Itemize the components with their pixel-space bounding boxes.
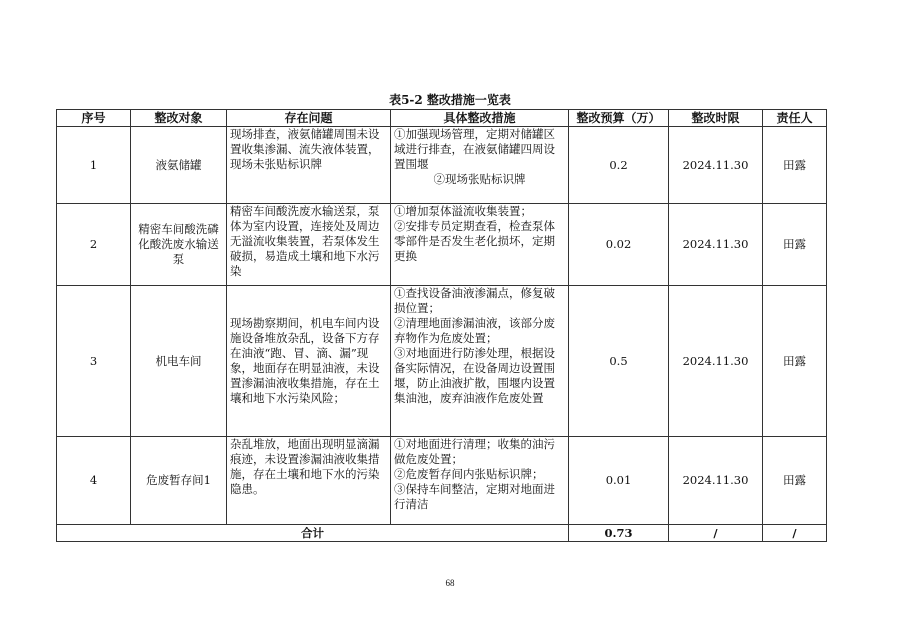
total-person: /	[763, 525, 827, 542]
header-budget: 整改预算（万）	[569, 110, 669, 127]
measure-item: ③对地面进行防渗处理，根据设备实际情况，在设备周边设置围堰，防止油液扩散，围堰内设置集油池，废弃油液作危废处置	[394, 346, 555, 405]
row-deadline: 2024.11.30	[669, 204, 763, 286]
page-number: 68	[445, 578, 455, 588]
header-deadline: 整改时限	[669, 110, 763, 127]
row-no: 1	[57, 127, 131, 204]
measure-item: ②现场张贴标识牌	[433, 172, 526, 186]
row-person: 田露	[763, 437, 827, 525]
table-row	[57, 286, 827, 437]
row-person: 田露	[763, 127, 827, 204]
total-label: 合计	[57, 525, 569, 542]
table-row	[57, 127, 827, 204]
row-person: 田露	[763, 204, 827, 286]
table-row	[57, 204, 827, 286]
table-row	[57, 437, 827, 525]
header-no: 序号	[57, 110, 131, 127]
measure-item: ②安排专员定期查看，检查泵体零部件是否发生老化损坏，定期更换	[394, 219, 555, 263]
row-measures	[391, 286, 569, 437]
header-row	[57, 110, 827, 127]
row-deadline: 2024.11.30	[669, 437, 763, 525]
row-problem: 杂乱堆放，地面出现明显滴漏痕迹，未设置渗漏油液收集措施，存在土壤和地下水的污染隐患。	[227, 437, 391, 525]
row-problem: 现场勘察期间，机电车间内设施设备堆放杂乱，设备下方存在油液“跑、冒、滴、漏”现象，地面存在明显油液，未设置渗漏油液收集措施，存在土壤和地下水污染风险；	[227, 286, 391, 437]
row-problem: 精密车间酸洗废水输送泵，泵体为室内设置，连接处及周边无溢流收集装置，若泵体发生破损，易造成土壤和地下水污染	[227, 204, 391, 286]
row-no: 3	[57, 286, 131, 437]
measures-table	[56, 109, 827, 542]
row-budget: 0.5	[569, 286, 669, 437]
header-target: 整改对象	[131, 110, 227, 127]
row-problem: 现场排查，液氨储罐周围未设置收集渗漏、流失液体装置，现场未张贴标识牌	[227, 127, 391, 204]
header-problem: 存在问题	[227, 110, 391, 127]
measure-item: ③保持车间整洁，定期对地面进行清洁	[394, 482, 555, 511]
measure-item: ①对地面进行清理；收集的油污做危废处置；	[394, 437, 555, 466]
measure-item: ②危废暂存间内张贴标识牌；	[394, 467, 544, 481]
table-caption: 表5-2 整改措施一览表	[389, 93, 511, 107]
row-no: 2	[57, 204, 131, 286]
total-budget: 0.73	[569, 525, 669, 542]
header-measures: 具体整改措施	[391, 110, 569, 127]
total-row	[57, 525, 827, 542]
row-measures	[391, 127, 569, 204]
row-budget: 0.2	[569, 127, 669, 204]
row-measures	[391, 204, 569, 286]
row-target: 危废暂存间1	[131, 437, 227, 525]
measure-item: ①查找设备油液渗漏点，修复破损位置；	[394, 286, 555, 315]
measure-item: ②清理地面渗漏油液，该部分废弃物作为危废处置；	[394, 316, 555, 345]
total-deadline: /	[669, 525, 763, 542]
row-deadline: 2024.11.30	[669, 286, 763, 437]
row-budget: 0.01	[569, 437, 669, 525]
row-target: 精密车间酸洗磷化酸洗废水输送泵	[131, 204, 227, 286]
header-person: 责任人	[763, 110, 827, 127]
row-no: 4	[57, 437, 131, 525]
row-person: 田露	[763, 286, 827, 437]
measure-item: ①增加泵体溢流收集装置；	[394, 204, 532, 218]
row-target: 机电车间	[131, 286, 227, 437]
row-measures	[391, 437, 569, 525]
measure-item: ①加强现场管理，定期对储罐区域进行排查，在液氨储罐四周设置围堰	[394, 127, 555, 171]
row-target: 液氨储罐	[131, 127, 227, 204]
row-budget: 0.02	[569, 204, 669, 286]
row-deadline: 2024.11.30	[669, 127, 763, 204]
